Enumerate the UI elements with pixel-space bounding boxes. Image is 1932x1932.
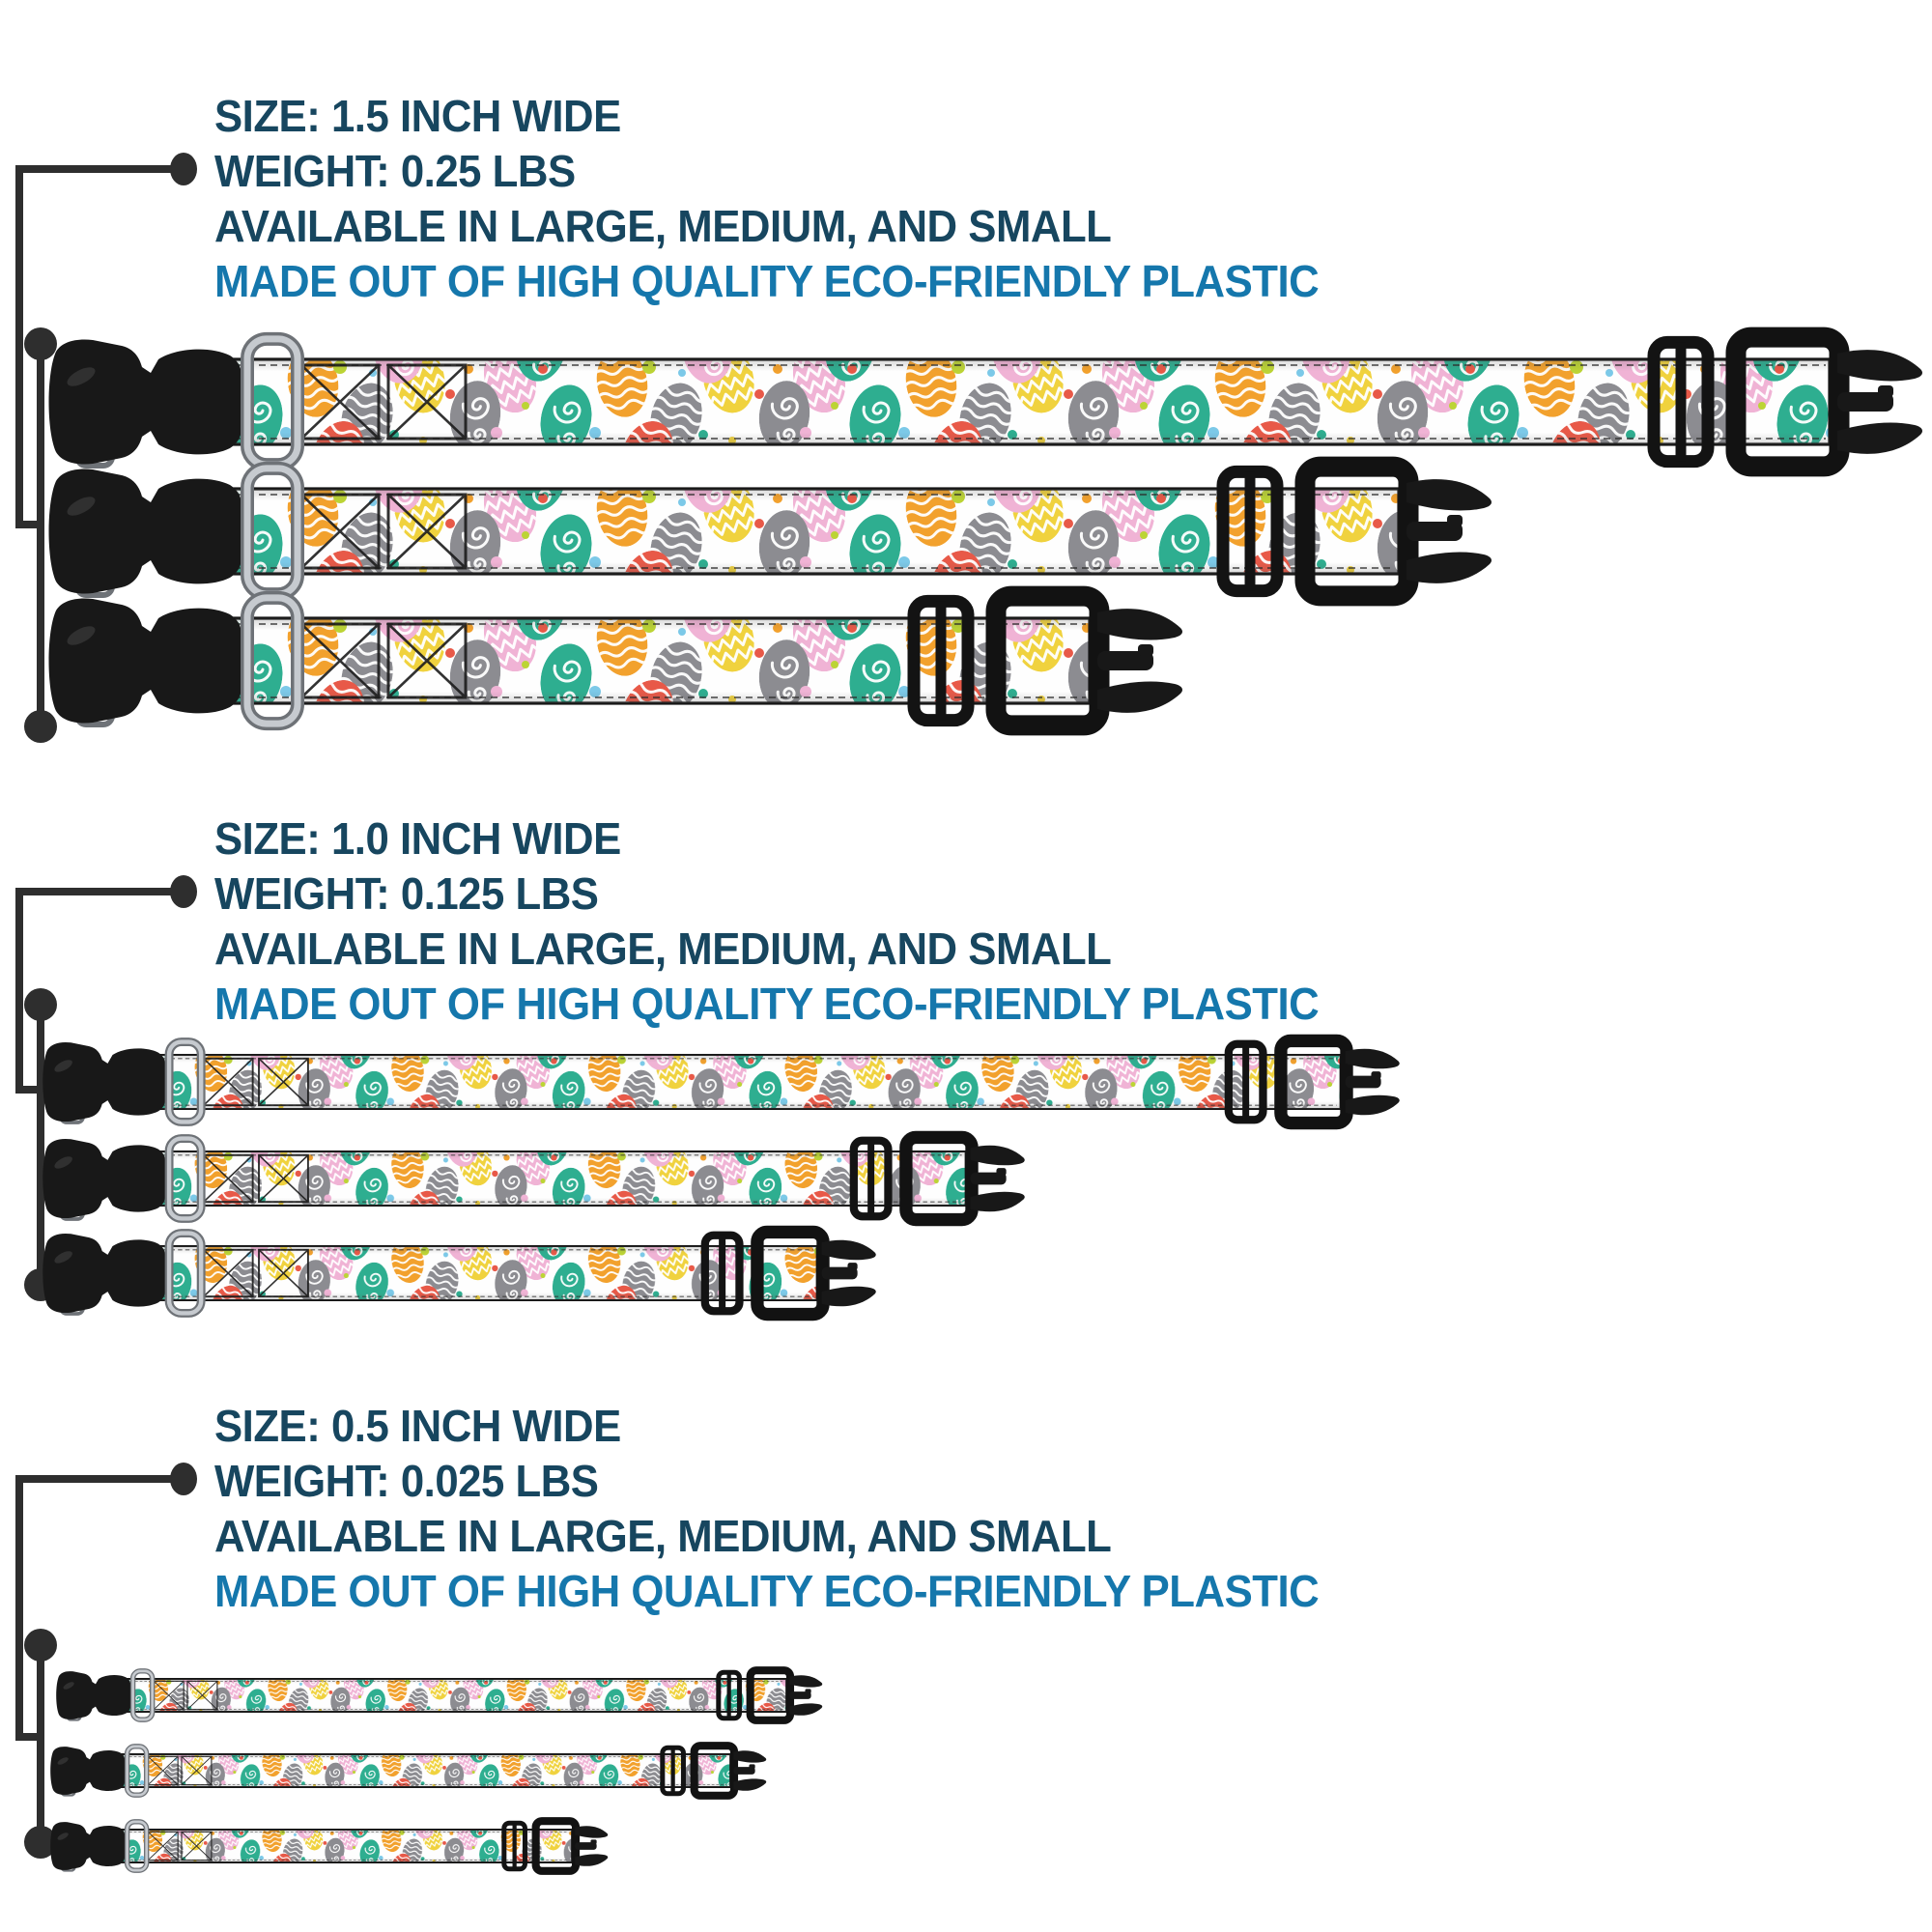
connector-dot [24, 710, 57, 743]
buckle-male-prong-bottom [789, 1703, 822, 1715]
collar-1-0in-large [43, 1040, 1399, 1122]
collar-1-0in-small [43, 1232, 875, 1314]
buckle-male-prong-tip [1371, 1071, 1380, 1079]
strap-shading [123, 1055, 1341, 1109]
size-spec: SIZE: 1.5 INCH WIDE [214, 91, 621, 141]
availability-spec: AVAILABLE IN LARGE, MEDIUM, AND SMALL [214, 923, 1112, 974]
buckle-male-prong-tip [805, 1689, 810, 1693]
buckle-male-prong-top [1346, 1049, 1400, 1069]
size-spec: SIZE: 0.5 INCH WIDE [214, 1401, 621, 1451]
collar-0-5in-large [56, 1670, 822, 1720]
connector-dot [24, 327, 57, 360]
buckle-male-prong-tip [749, 1764, 754, 1769]
spec-block-1-0-inch [214, 811, 1319, 1032]
availability-spec: AVAILABLE IN LARGE, MEDIUM, AND SMALL [214, 201, 1112, 251]
buckle-male-prong-bottom [1097, 682, 1182, 713]
collar-1-0in-medium [43, 1137, 1024, 1219]
buckle-female [56, 1671, 130, 1719]
connector-dot [170, 153, 197, 185]
strap-shading [174, 618, 1090, 703]
collar-1-5in-large [49, 337, 1923, 467]
collar-0-5in-medium [50, 1746, 766, 1796]
buckle-female [50, 1747, 125, 1795]
weight-spec: WEIGHT: 0.125 LBS [214, 868, 599, 919]
buckle-male-prong-top [1837, 350, 1922, 381]
buckle-male-prong-bottom [1406, 553, 1492, 583]
buckle-male-prong-top [971, 1146, 1025, 1166]
collar-1-5in-small [49, 596, 1183, 725]
spec-block-0-5-inch [214, 1399, 1319, 1619]
buckle-male-prong-tip [1138, 644, 1153, 656]
connector-dot [24, 988, 57, 1021]
strap-shading [99, 1754, 730, 1787]
weight-spec: WEIGHT: 0.025 LBS [214, 1456, 599, 1506]
connector-dot [170, 1463, 197, 1495]
buckle-male-prong-tip [1447, 515, 1463, 526]
buckle-male-prong-bottom [733, 1778, 766, 1790]
buckle-female [49, 599, 242, 724]
buckle-male-prong-top [1406, 479, 1492, 510]
buckle-male-prong-tip [590, 1839, 596, 1844]
buckle-male-prong-top [575, 1826, 608, 1837]
collar-0-5in-small [50, 1821, 608, 1871]
buckle-male-prong-bottom [1837, 423, 1922, 454]
availability-spec: AVAILABLE IN LARGE, MEDIUM, AND SMALL [214, 1511, 1112, 1561]
collar-1-5in-medium [49, 467, 1492, 596]
strap-shading [174, 489, 1399, 574]
buckle-male-prong-bottom [971, 1192, 1025, 1212]
buckle-male-prong-bottom [1346, 1095, 1400, 1116]
buckle-female [49, 340, 242, 465]
connector-dot [24, 1629, 57, 1662]
connector-dot [170, 875, 197, 908]
buckle-male-prong-tip [996, 1168, 1006, 1176]
buckle-male-prong-tip [1878, 385, 1893, 397]
material-spec: MADE OUT OF HIGH QUALITY ECO-FRIENDLY PLASTIC [214, 1566, 1320, 1616]
buckle-female [49, 469, 242, 594]
strap-shading [99, 1830, 572, 1862]
buckle-male-prong-bottom [822, 1287, 876, 1307]
strap-shading [123, 1246, 817, 1300]
buckle-male-prong-top [789, 1675, 822, 1687]
strap-shading [104, 1679, 786, 1712]
material-spec: MADE OUT OF HIGH QUALITY ECO-FRIENDLY PLASTIC [214, 979, 1320, 1029]
spec-block-1-5-inch [214, 89, 1319, 309]
buckle-male-prong-top [822, 1240, 876, 1261]
buckle-female [43, 1234, 165, 1313]
weight-spec: WEIGHT: 0.25 LBS [214, 146, 576, 196]
size-spec: SIZE: 1.0 INCH WIDE [214, 813, 621, 864]
buckle-female [43, 1139, 165, 1218]
buckle-female [50, 1822, 125, 1870]
buckle-male-prong-top [733, 1750, 766, 1762]
buckle-female [43, 1042, 165, 1122]
strap-shading [174, 359, 1830, 444]
buckle-male-prong-top [1097, 609, 1182, 639]
material-spec: MADE OUT OF HIGH QUALITY ECO-FRIENDLY PLASTIC [214, 256, 1320, 306]
callout-bracket-section-3 [19, 1463, 197, 1859]
buckle-male-prong-bottom [575, 1854, 608, 1865]
buckle-male-prong-tip [847, 1263, 857, 1270]
